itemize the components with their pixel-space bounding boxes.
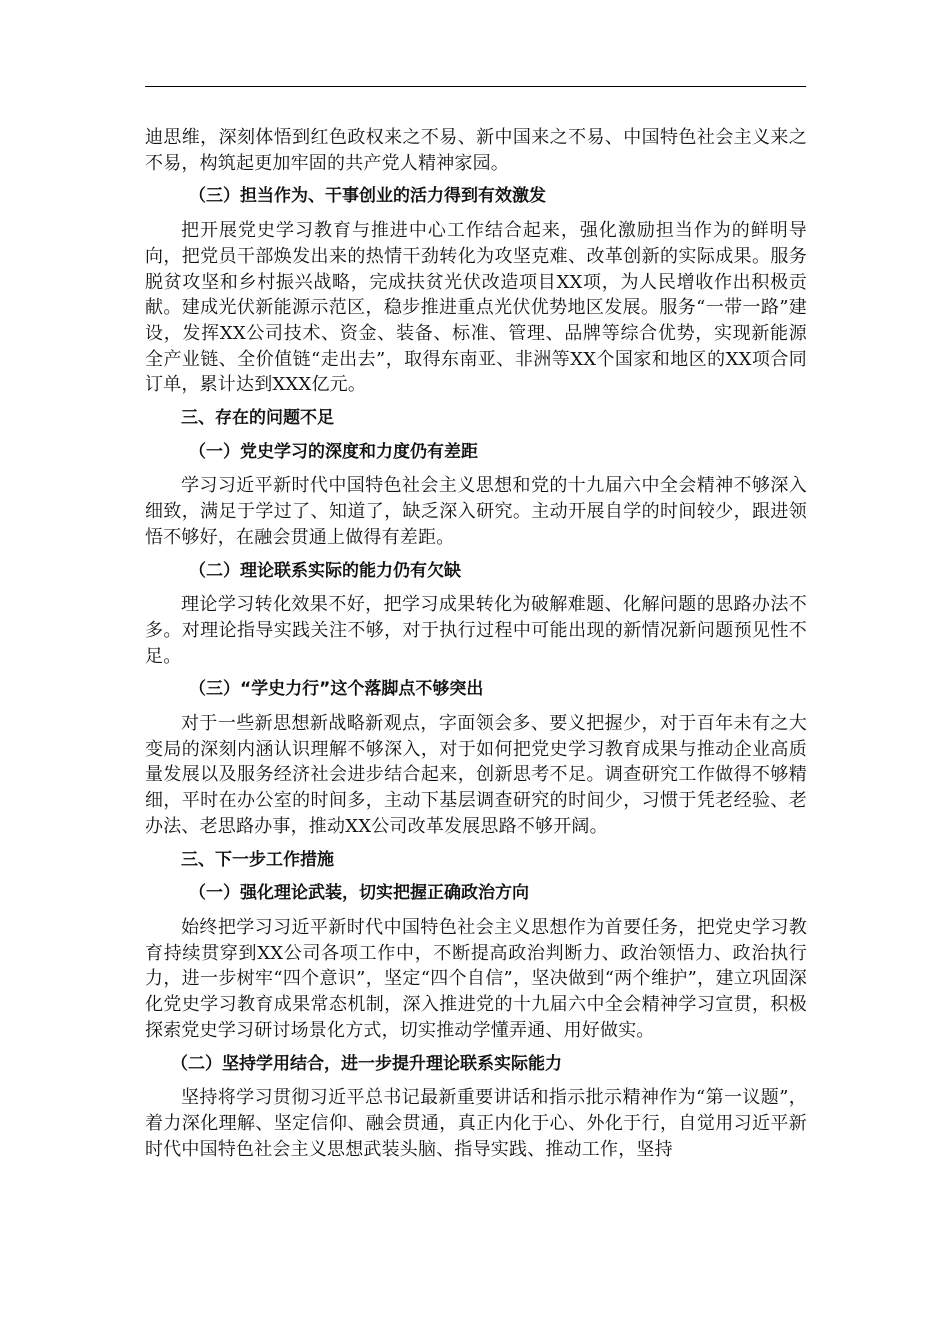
- section-heading: （三）担当作为、干事创业的活力得到有效激发: [189, 186, 546, 207]
- section-heading: （一）强化理论武装，切实把握正确政治方向: [189, 883, 529, 904]
- section-heading: （二）理论联系实际的能力仍有欠缺: [189, 560, 461, 581]
- paragraph: 坚持将学习贯彻习近平总书记最新重要讲话和指示批示精神作为“第一议题”，着力深化理解、坚定信仰、融会贯通，真正内化于心、外化于行，自觉用习近平新时代中国特色社会主义思想武装头脑、指导实践、推动工作，坚持: [145, 1087, 807, 1160]
- chapter-heading: 三、存在的问题不足: [181, 408, 334, 429]
- section-heading: （二）坚持学用结合，进一步提升理论联系实际能力: [171, 1053, 562, 1074]
- paragraph: 把开展党史学习教育与推进中心工作结合起来，强化激励担当作为的鲜明导向，把党员干部焕发出来的热情干劲转化为攻坚克难、改革创新的实际成果。服务脱贫攻坚和乡村振兴战略，完成扶贫光伏改造项目XX项，为人民增收作出积极贡献。建成光伏新能源示范区，稳步推进重点光伏优势地区发展。服务“一带一路”建设，发挥XX公司技术、资金、装备、标准、管理、品牌等综合优势，实现新能源全产业链、全价值链“走出去”，取得东南亚、非洲等XX个国家和地区的XX项合同订单，累计达到XXX亿元。: [145, 220, 807, 396]
- paragraph: 理论学习转化效果不好，把学习成果转化为破解难题、化解问题的思路办法不多。对理论指导实践关注不够，对于执行过程中可能出现的新情况新问题预见性不足。: [145, 594, 807, 667]
- paragraph: 迪思维，深刻体悟到红色政权来之不易、新中国来之不易、中国特色社会主义来之不易，构筑起更加牢固的共产党人精神家园。: [145, 127, 807, 174]
- chapter-heading: 三、下一步工作措施: [181, 849, 334, 870]
- section-heading: （三）“学史力行”这个落脚点不够突出: [189, 679, 484, 700]
- header-rule: [145, 86, 806, 87]
- paragraph: 始终把学习习近平新时代中国特色社会主义思想作为首要任务，把党史学习教育持续贯穿到XX公司各项工作中，不断提高政治判断力、政治领悟力、政治执行力，进一步树牢“四个意识”，坚定“四个自信”，坚决做到“两个维护”，建立巩固深化党史学习教育成果常态机制，深入推进党的十九届六中全会精神学习宣贯，积极探索党史学习研讨场景化方式，切实推动学懂弄通、用好做实。: [145, 916, 807, 1041]
- section-heading: （一）党史学习的深度和力度仍有差距: [189, 441, 478, 462]
- document-body: [145, 125, 807, 1162]
- paragraph: 对于一些新思想新战略新观点，字面领会多、要义把握少，对于百年未有之大变局的深刻内涵认识理解不够深入，对于如何把党史学习教育成果与推动企业高质量发展以及服务经济社会进步结合起来，创新思考不足。调查研究工作做得不够精细，平时在办公室的时间多，主动下基层调查研究的时间少，习惯于凭老经验、老办法、老思路办事，推动XX公司改革发展思路不够开阔。: [145, 713, 807, 837]
- paragraph: 学习习近平新时代中国特色社会主义思想和党的十九届六中全会精神不够深入细致，满足于学过了、知道了，缺乏深入研究。主动开展自学的时间较少，跟进领悟不够好，在融会贯通上做得有差距。: [145, 475, 807, 548]
